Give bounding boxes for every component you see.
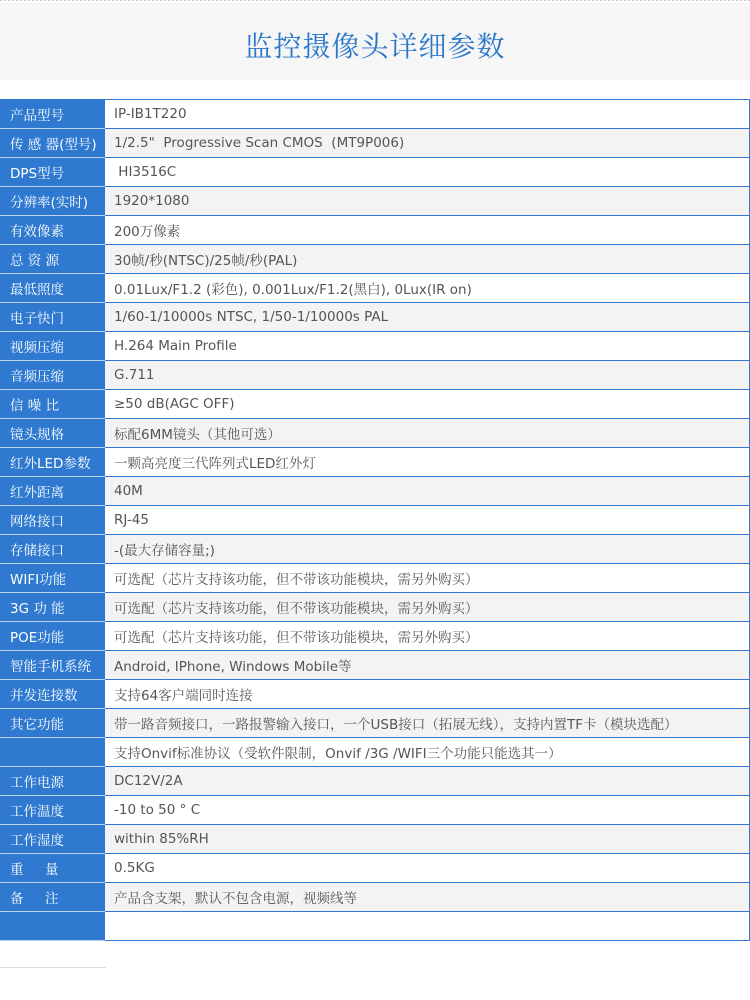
spec-row [1,506,750,535]
spec-row [1,680,750,709]
spec-label: 并发连接数 [1,680,105,709]
spec-value: RJ-45 [105,506,750,535]
spec-label: 备 注 [1,883,105,912]
spec-row [1,883,750,912]
spec-value: ≥50 dB(AGC OFF) [105,390,750,419]
spec-value: within 85%RH [105,825,750,854]
spec-value: 可选配（芯片支持该功能，但不带该功能模块，需另外购买） [105,564,750,593]
spec-value: 0.01Lux/F1.2 (彩色), 0.001Lux/F1.2(黑白), 0Lux(IR on) [105,274,750,303]
spec-value: 支持Onvif标准协议（受软件限制，Onvif /3G /WIFI三个功能只能选其一） [105,738,750,767]
spec-value: G.711 [105,361,750,390]
spec-value: HI3516C [105,158,750,187]
spec-value: 1920*1080 [105,187,750,216]
spec-label: 3G 功 能 [1,593,105,622]
spec-value: -10 to 50 ° C [105,796,750,825]
spec-row [1,477,750,506]
spec-row [1,709,750,738]
spec-label: 智能手机系统 [1,651,105,680]
spec-label: 网络接口 [1,506,105,535]
spec-label: 红外距离 [1,477,105,506]
spec-row [1,796,750,825]
spec-label: 电子快门 [1,303,105,332]
spec-row [1,419,750,448]
spec-value: H.264 Main Profile [105,332,750,361]
spec-value: 产品含支架，默认不包含电源，视频线等 [105,883,750,912]
spec-row [1,332,750,361]
spec-value: 支持64客户端同时连接 [105,680,750,709]
page-title: 监控摄像头详细参数 [244,30,506,63]
spec-label: 分辨率(实时) [1,187,105,216]
spec-row [1,100,750,129]
spec-value: IP-IB1T220 [105,100,750,129]
spec-value: 40M [105,477,750,506]
spec-row [1,825,750,854]
spec-label [1,738,105,767]
spec-label [1,912,105,941]
spec-label: 重 量 [1,854,105,883]
spec-label: 最低照度 [1,274,105,303]
spec-label: DPS型号 [1,158,105,187]
spec-table [0,99,750,941]
spec-value: 可选配（芯片支持该功能，但不带该功能模块，需另外购买） [105,622,750,651]
spec-row [1,158,750,187]
top-dashed-border [0,0,750,1]
spec-value: DC12V/2A [105,767,750,796]
spec-value: 可选配（芯片支持该功能，但不带该功能模块，需另外购买） [105,593,750,622]
spec-row [1,448,750,477]
spec-row [1,361,750,390]
spec-value: 30帧/秒(NTSC)/25帧/秒(PAL) [105,245,750,274]
spec-value: Android, IPhone, Windows Mobile等 [105,651,750,680]
spec-row [1,767,750,796]
spec-value: -(最大存储容量;) [105,535,750,564]
spec-label: 存储接口 [1,535,105,564]
spec-value: 一颗高亮度三代阵列式LED红外灯 [105,448,750,477]
spec-value: 200万像素 [105,216,750,245]
bottom-divider [0,967,106,968]
spec-value: 1/60-1/10000s NTSC, 1/50-1/10000s PAL [105,303,750,332]
spec-value: 带一路音频接口，一路报警输入接口，一个USB接口（拓展无线），支持内置TF卡（模块选配） [105,709,750,738]
spec-row [1,216,750,245]
spec-label: 红外LED参数 [1,448,105,477]
spec-row [1,593,750,622]
spec-label: WIFI功能 [1,564,105,593]
spec-row [1,129,750,158]
spec-row [1,651,750,680]
spec-row [1,390,750,419]
spec-table-body [1,100,750,941]
spec-label: POE功能 [1,622,105,651]
spec-row [1,274,750,303]
spec-label: 工作电源 [1,767,105,796]
spec-row [1,187,750,216]
spec-label: 信 噪 比 [1,390,105,419]
spec-label: 产品型号 [1,100,105,129]
spec-value: 标配6MM镜头（其他可选） [105,419,750,448]
spec-label: 音频压缩 [1,361,105,390]
spec-row [1,738,750,767]
spec-value: 0.5KG [105,854,750,883]
spec-row [1,854,750,883]
header-banner [0,3,750,80]
spec-row [1,622,750,651]
spec-label: 其它功能 [1,709,105,738]
spec-label: 工作温度 [1,796,105,825]
spec-row [1,303,750,332]
spec-label: 有效像素 [1,216,105,245]
spec-label: 视频压缩 [1,332,105,361]
spec-row [1,245,750,274]
spec-label: 总 资 源 [1,245,105,274]
spec-row [1,535,750,564]
spec-label: 工作湿度 [1,825,105,854]
spec-label: 镜头规格 [1,419,105,448]
spec-value [105,912,750,941]
spec-label: 传 感 器(型号) [1,129,105,158]
spec-row [1,564,750,593]
spec-row [1,912,750,941]
spec-value: 1/2.5" Progressive Scan CMOS (MT9P006) [105,129,750,158]
